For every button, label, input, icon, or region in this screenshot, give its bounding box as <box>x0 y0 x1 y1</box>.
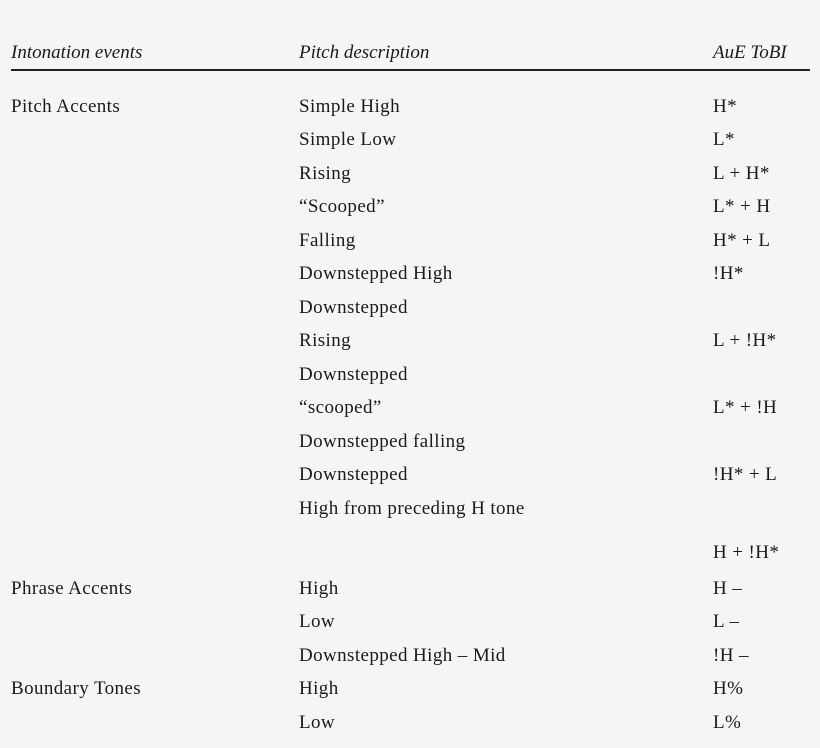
pitch-description-cell: Rising <box>299 330 352 351</box>
tobi-label-cell: !H* <box>713 263 744 284</box>
header-rule <box>11 69 810 71</box>
intonation-event-cell: Boundary Tones <box>11 678 142 699</box>
tobi-label-cell: H% <box>713 678 744 699</box>
pitch-description-cell: “Scooped” <box>299 196 385 217</box>
pitch-description-cell: Downstepped High – Mid <box>299 645 506 666</box>
tobi-label-cell: H + !H* <box>713 542 780 563</box>
tobi-label-cell: L* + H <box>713 196 771 217</box>
pitch-description-cell: High from preceding H tone <box>299 498 525 519</box>
intonation-event-cell: Pitch Accents <box>11 96 121 117</box>
tobi-label-cell: L + H* <box>713 163 770 184</box>
pitch-description-cell: Rising <box>299 163 352 184</box>
pitch-description-cell: Downstepped <box>299 297 408 318</box>
header-pitch-description: Pitch description <box>299 42 430 63</box>
pitch-description-cell: Falling <box>299 230 356 251</box>
tobi-label-cell: !H – <box>713 645 749 666</box>
tobi-label-cell: L – <box>713 611 740 632</box>
pitch-description-cell: Downstepped <box>299 464 408 485</box>
header-intonation-events: Intonation events <box>11 42 143 63</box>
pitch-description-cell: “scooped” <box>299 397 382 418</box>
pitch-description-cell: Low <box>299 712 336 733</box>
tobi-label-cell: L* + !H <box>713 397 778 418</box>
intonation-event-cell: Phrase Accents <box>11 578 133 599</box>
header-aue-tobi: AuE ToBI <box>713 42 787 63</box>
tobi-label-cell: L* <box>713 129 735 150</box>
pitch-description-cell: High <box>299 578 339 599</box>
pitch-description-cell: Downstepped <box>299 364 408 385</box>
tobi-label-cell: H* <box>713 96 738 117</box>
tobi-label-cell: L% <box>713 712 742 733</box>
tobi-label-cell: L + !H* <box>713 330 777 351</box>
pitch-description-cell: Simple High <box>299 96 400 117</box>
pitch-description-cell: Low <box>299 611 336 632</box>
pitch-description-cell: Downstepped falling <box>299 431 466 452</box>
tobi-label-cell: H* + L <box>713 230 771 251</box>
pitch-description-cell: Downstepped High <box>299 263 453 284</box>
tobi-label-cell: H – <box>713 578 743 599</box>
pitch-description-cell: High <box>299 678 339 699</box>
tobi-label-cell: !H* + L <box>713 464 778 485</box>
pitch-description-cell: Simple Low <box>299 129 397 150</box>
